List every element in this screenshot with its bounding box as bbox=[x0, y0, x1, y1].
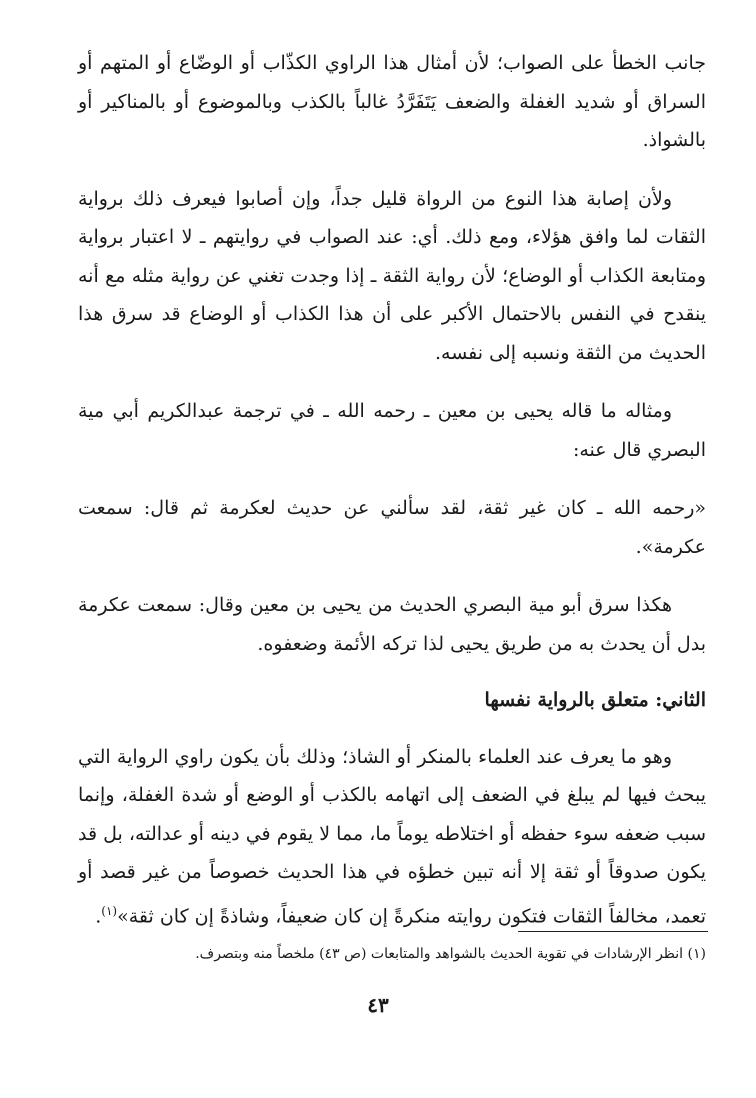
paragraph-6-text: وهو ما يعرف عند العلماء بالمنكر أو الشاذ؛ وذلك بأن يكون راوي الرواية التي يبحث فيها لم يبلغ في الضعف إلى اتهامه بالكذب أو الوضع أو شدة الغفلة، وإنما سبب ضعفه سوء حفظه أو اختلاطه يوماً ما، مما لا يقوم في دينه أو عدالته، بل قد يكون صدوقاً أو ثقة إلا أنه تبين خطؤه في هذا الحديث خصوصاً من غير قصد أو تعمد، مخالفاً الثقات فتكون روايته منكرةً إن كان ضعيفاً، وشاذةً إن كان ثقة» bbox=[78, 745, 706, 927]
page-number: ٤٣ bbox=[367, 993, 389, 1017]
footnote-text: انظر الإرشادات في تقوية الحديث بالشواهد والمتابعات (ص ٤٣) ملخصاً منه وبتصرف. bbox=[195, 946, 684, 962]
footnote bbox=[78, 941, 706, 967]
footnote-number: (١) bbox=[687, 946, 706, 962]
paragraph-6 bbox=[78, 738, 706, 936]
paragraph-1: جانب الخطأ على الصواب؛ لأن أمثال هذا الراوي الكذّاب أو الوضّاع أو المتهم أو السراق أو شديد الغفلة والضعف يَتَفَرَّدُ غالباً بالكذب وبالموضوع أو بالمناكير أو بالشواذ. bbox=[78, 52, 706, 151]
page-body bbox=[78, 44, 706, 935]
paragraph-5: هكذا سرق أبو مية البصري الحديث من يحيى بن معين وقال: سمعت عكرمة بدل أن يحدث به من طريق يحيى لذا تركه الأئمة وضعفوه. bbox=[78, 594, 706, 655]
footnote-marker[interactable]: (١) bbox=[101, 903, 118, 918]
paragraph-3: ومثاله ما قاله يحيى بن معين ـ رحمه الله ـ في ترجمة عبدالكريم أبي مية البصري قال عنه: bbox=[78, 400, 706, 461]
footnote-divider bbox=[518, 931, 708, 932]
quote-paragraph: «رحمه الله ـ كان غير ثقة، لقد سألني عن حديث لعكرمة ثم قال: سمعت عكرمة». bbox=[78, 497, 706, 558]
section-heading: الثاني: متعلق بالرواية نفسها bbox=[484, 689, 706, 711]
paragraph-6-end: . bbox=[95, 904, 102, 927]
paragraph-2: ولأن إصابة هذا النوع من الرواة قليل جداً، وإن أصابوا فيعرف ذلك برواية الثقات لما وافق هؤلاء، ومع ذلك. أي: عند الصواب في روايتهم ـ لا اعتبار برواية ومتابعة الكذاب أو الوضاع؛ لأن رواية الثقة ـ إذا وجدت تغني عن رواية مثله مع أنه ينقدح في النفس بالاحتمال الأكبر على أن هذا الكذاب أو الوضاع قد سرق هذا الحديث من الثقة ونسبه إلى نفسه. bbox=[78, 187, 706, 364]
